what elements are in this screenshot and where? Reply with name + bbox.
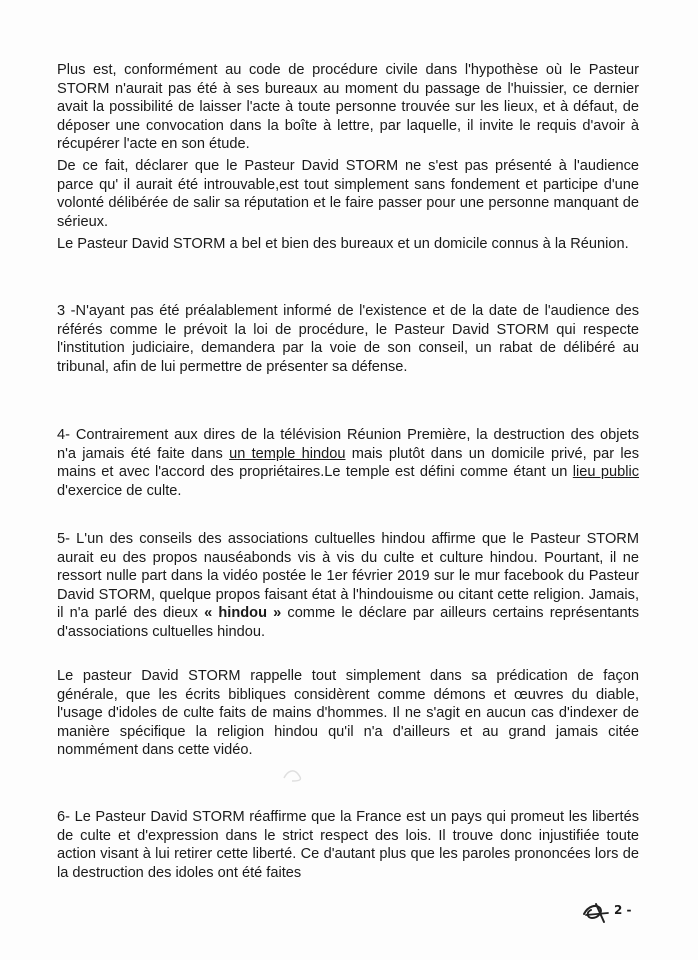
paragraph-absence-audience xyxy=(57,157,639,231)
paragraph-procedure-civile xyxy=(57,61,639,154)
paragraph-point-3 xyxy=(57,302,639,376)
scan-smudge-icon xyxy=(280,766,306,784)
paragraph-text: Le Pasteur David STORM a bel et bien des bureaux et un domicile connus à la Réunion. xyxy=(57,236,629,252)
underlined-text: lieu public xyxy=(572,464,639,481)
text-run: 5- L'un des conseils des associations cultuelles hindou affirme que le Pasteur STORM aurait eu des propos nauséabonds vis à vis du culte et culture hindou. Pourtant, il ne ressort nulle part dans la vidéo postée le 1er février 2019 sur le mur facebook du Pasteur David STORM, quelque propos faisant état à l'hindouisme ou citant cette religion. Jamais, il n'a parlé des dieux xyxy=(57,531,639,622)
underlined-text: un temple hindou xyxy=(229,445,346,462)
paragraph-text: De ce fait, déclarer que le Pasteur David STORM ne s'est pas présenté à l'audience parce qu' il aurait été introuvable,est tout simplement sans fondement et participe d'une volonté délibérée de salir sa réputation et le faire passer pour une personne manquant de sérieux. xyxy=(57,158,639,230)
text-run: 4- Contrairement aux dires de la télévision Réunion Première, la destruction des objets n'a jamais été faite dans xyxy=(57,427,639,462)
bold-text: « hindou » xyxy=(204,605,282,622)
paragraph-point-6 xyxy=(57,808,639,882)
paragraph-point-5 xyxy=(57,530,639,642)
paragraph-text xyxy=(57,426,639,500)
text-run: d'exercice de culte. xyxy=(57,482,182,499)
paragraph-text: Le pasteur David STORM rappelle tout simplement dans sa prédication de façon générale, que les écrits bibliques considèrent comme démons et œuvres du diable, l'usage d'idoles de culte faits de mains d'hommes. Il ne s'agit en aucun cas d'indexer de manière spécifique la religion hindou qu'il n'a d'ailleurs et au grand jamais citée nommément dans cette vidéo. xyxy=(57,668,639,759)
text-run: comme le déclare par ailleurs certains représentants d'associations cultuelles hindou. xyxy=(57,605,639,640)
paragraph-text: 3 -N'ayant pas été préalablement informé de l'existence et de la date de l'audience des référés comme le prévoit la loi de procédure, le Pasteur David STORM qui respecte l'institution judiciaire, demandera par la voie de son conseil, un rabat de délibéré au tribunal, afin de lui permettre de présenter sa défense. xyxy=(57,303,639,375)
paragraph-point-4 xyxy=(57,426,639,500)
paragraph-predication xyxy=(57,667,639,760)
page-number: 2 - xyxy=(614,903,632,917)
paragraph-text: Plus est, conformément au code de procédure civile dans l'hypothèse où le Pasteur STORM n'aurait pas été à ses bureaux au moment du passage de l'huissier, ce dernier avait la possibilité de laisser l'acte à toute personne trouvée sur les lieux, et à défaut, de déposer une convocation dans la boîte à lettre, par laquelle, il invite le requis d'avoir à récupérer l'acte en son étude. xyxy=(57,62,639,153)
text-run: mais plutôt dans un domicile privé, par les mains et avec l'accord des propriétaires.Le temple est défini comme étant un xyxy=(57,445,640,481)
paragraph-text xyxy=(57,530,639,642)
paragraph-text: 6- Le Pasteur David STORM réaffirme que la France est un pays qui promeut les libertés de culte et d'expression dans le strict respect des lois. Il trouve donc injustifiée toute action visant à lui retirer cette liberté. Ce d'autant plus que les paroles prononcées lors de la destruction des idoles ont été faites xyxy=(57,809,639,881)
paragraph-bureaux-domicile xyxy=(57,235,639,254)
